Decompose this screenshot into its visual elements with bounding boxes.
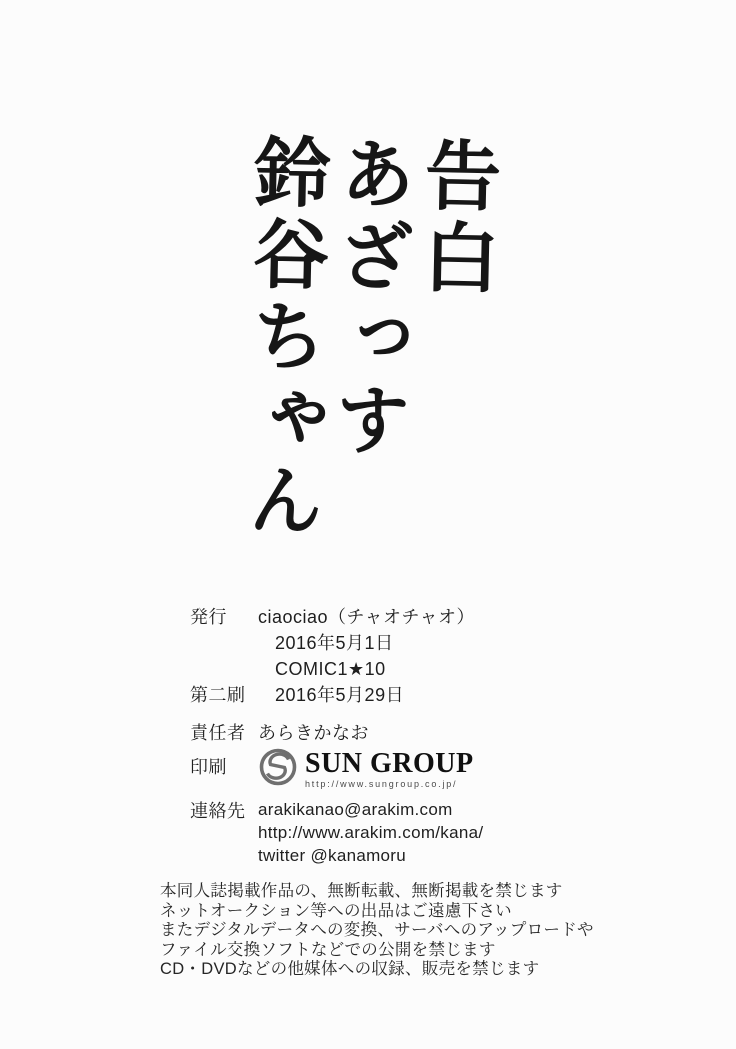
printer-company-url: http://www.sungroup.co.jp/ — [305, 779, 458, 789]
contact-row — [190, 798, 610, 867]
event-name: COMIC1★10 — [275, 659, 386, 679]
legal-line: またデジタルデータへの変換、サーバへのアップロードや — [160, 921, 594, 939]
sun-group-logo-icon — [258, 747, 298, 787]
legal-notice — [160, 882, 680, 980]
publisher-row — [190, 604, 610, 682]
contact-email: arakikanao@arakim.com — [258, 800, 453, 819]
second-printing-date: 2016年5月29日 — [275, 685, 405, 705]
contact-label: 連絡先 — [190, 801, 246, 821]
title-column-2: あざっす — [322, 133, 415, 464]
legal-line: ネットオークション等への出品はご遠慮下さい — [160, 901, 512, 920]
contact-website: http://www.arakim.com/kana/ — [258, 823, 484, 842]
responsible-label: 責任者 — [190, 723, 246, 743]
responsible-row — [190, 720, 610, 746]
printer-company-name: SUN GROUP — [305, 748, 474, 779]
legal-line: CD・DVDなどの他媒体への収録、販売を禁じます — [160, 960, 540, 978]
publisher-label: 発行 — [190, 607, 227, 627]
contact-twitter: twitter @kanamoru — [258, 846, 407, 865]
publication-info — [190, 604, 610, 867]
second-printing-row — [190, 682, 610, 708]
publisher-name: ciaociao（チャオチャオ） — [258, 607, 475, 627]
publish-date: 2016年5月1日 — [275, 633, 394, 653]
title-column-1: 告白 — [410, 135, 500, 301]
title-column-3: 鈴谷ちゃん — [235, 131, 330, 544]
responsible-name: あらきかなお — [258, 723, 369, 743]
legal-line: ファイル交換ソフトなどでの公開を禁じます — [160, 940, 496, 959]
second-printing-label: 第二刷 — [190, 685, 246, 705]
legal-line: 本同人誌掲載作品の、無断転載、無断掲載を禁じます — [160, 882, 563, 900]
printer-logo-block — [258, 750, 610, 790]
printer-row — [190, 750, 610, 790]
printer-label: 印刷 — [190, 757, 227, 777]
book-title — [235, 132, 499, 573]
